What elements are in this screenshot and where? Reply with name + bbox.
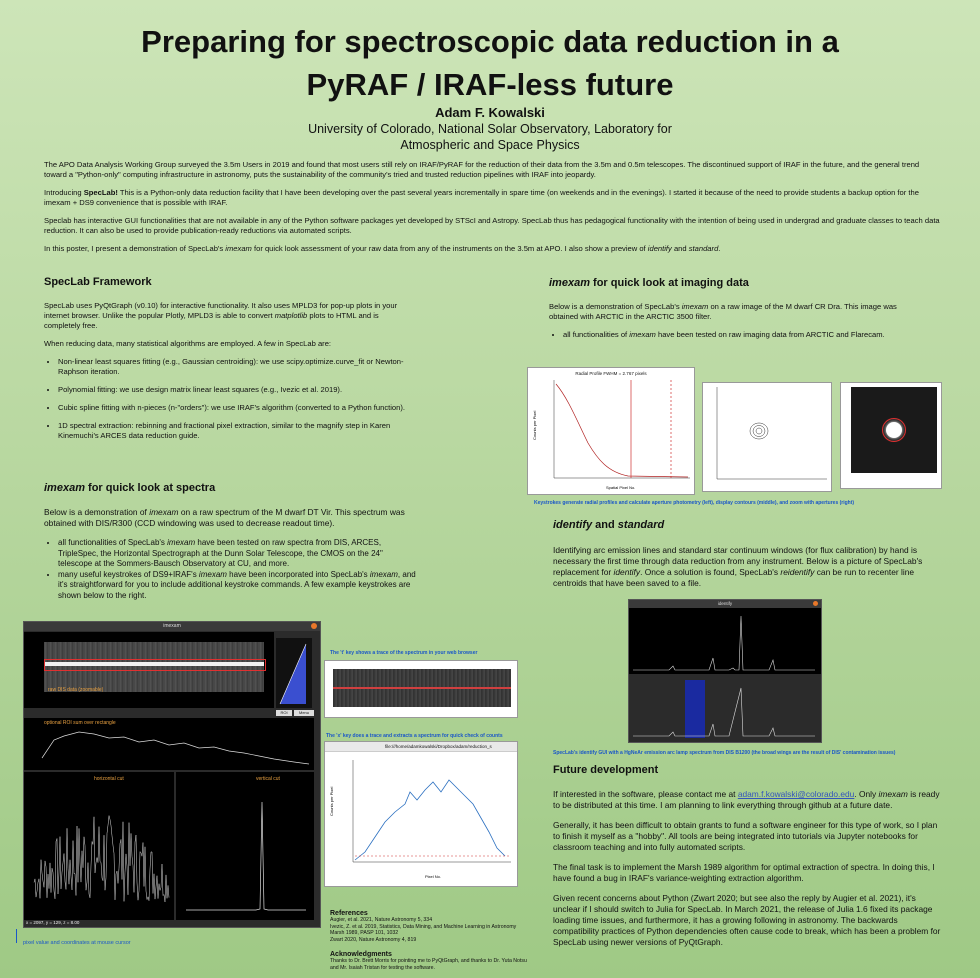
trace-line xyxy=(333,687,511,689)
intro-section xyxy=(44,160,942,262)
imaging-list xyxy=(549,330,921,340)
t-key-screenshot xyxy=(324,660,518,718)
framework-p1-a: SpecLab uses PyQtGraph (v0.10) for interactive functionality. It also uses MPLD3 for pop-up plots in your internet browser. Unlike the popular Plotly, MPLD3 is able to convert xyxy=(44,301,398,320)
list-item xyxy=(563,330,921,340)
spectra-b2-c: have been incorporated into SpecLab's xyxy=(226,569,370,579)
future-p2: Generally, it has been difficult to obtain grants to fund a software engineer for this type of work, so I plan to finish it myself as a "hobby". All tools are being integrated into tutorials via Jupyter notebooks for classroom teaching and into fully automated scripts. xyxy=(553,820,938,852)
intro-p4-g: . xyxy=(718,244,721,253)
reference-item: Marsh 1989, PASP 101, 1032 xyxy=(330,930,399,936)
horizontal-cut-plot xyxy=(24,772,174,920)
future-p1-a: If interested in the software, please contact me at xyxy=(553,789,738,799)
x-key-caption: The 'x' key does a trace and extracts a spectrum for quick check of counts xyxy=(326,733,503,739)
intro-p4-f: standard xyxy=(688,244,719,253)
radial-profile-svg xyxy=(528,368,694,494)
vertical-cut-plot xyxy=(176,772,314,920)
identify-caption: SpecLab's identify GUI with a HgNeAr emission arc lamp spectrum from DIS B1200 (the broad wings are the result of DIS' contamination issues) xyxy=(553,750,896,756)
optional-roi-label: optional ROI sum over rectangle xyxy=(44,720,116,726)
identify-p1 xyxy=(553,545,925,589)
imexam-window-title: imexam xyxy=(163,623,181,629)
list-item xyxy=(58,538,416,570)
identify-p1-a: Identifying arc emission lines and standard star continuum windows (for flux calibration) by hand is necessary the first time through data reduction from any instrument. Below is a picture of SpecLab's replacement for xyxy=(553,545,923,577)
spectra-list xyxy=(44,538,416,601)
histogram-panel xyxy=(276,638,312,708)
acknowledgment-line: and Mr. Isaiah Tristan for testing the software. xyxy=(330,964,435,971)
future-p1-e: is ready to be distributed at this time. I am planning to link everything through github at a future date. xyxy=(553,789,940,810)
imaging-body xyxy=(549,302,921,348)
spectra-b2-b: imexam xyxy=(198,569,227,579)
roi-button[interactable]: ROI xyxy=(276,710,292,716)
imaging-p1 xyxy=(549,302,921,322)
radial-profile-title: Radial Profile FWHM = 2.767 pixels xyxy=(575,371,647,376)
contour-svg xyxy=(703,383,831,491)
vertical-cut-panel xyxy=(176,772,314,920)
spectra-b2-e: , and it's straightforward for you to include additional keystroke commands. A few example keystrokes are shown below to the right. xyxy=(58,569,416,600)
identify-heading xyxy=(553,519,664,531)
spectra-p1-a: Below is a demonstration of xyxy=(44,507,150,517)
future-p1-c: . Only xyxy=(854,789,879,799)
intro-p1: The APO Data Analysis Working Group surveyed the 3.5m Users in 2019 and found that most users still rely on IRAF/PyRAF for the reduction of their data from the 3.5m and 0.5m telescopes. The discontinued support of IRAF in the future, and the general trend toward a "Python-only" computing infrastructure in astronomy, puts the sustainability of the community's tried and trusted reduction pipelines with IRAF into jeopardy. xyxy=(44,160,920,179)
close-icon[interactable] xyxy=(813,601,818,606)
spectra-heading-rest: for quick look at spectra xyxy=(84,482,216,494)
radial-xlabel: Spatial Pixel No. xyxy=(606,485,636,490)
imaging-p1-b: imexam xyxy=(681,302,709,311)
imexam-gui-screenshot xyxy=(23,621,321,928)
radial-ylabel: Counts per Pixel xyxy=(532,410,537,440)
callout-label: pixel value and coordinates at mouse cursor xyxy=(23,940,131,946)
imaging-p1-c: on a raw image of the M dwarf CR Dra. This image was obtained with ARCTIC in the ARCTIC 3500 filter. xyxy=(549,302,897,321)
spectra-p1-c: on a raw spectrum of the M dwarf DT Vir. This spectrum was obtained with DIS/R300 (CCD windowing was used to decrease readout time). xyxy=(44,507,405,528)
affiliation-line-1: University of Colorado, National Solar Observatory, Laboratory for xyxy=(308,122,672,136)
acknowledgment-line: Thanks to Dr. Brett Morris for pointing me to PyQtGraph, and thanks to Dr. Yuta Notsu xyxy=(330,958,527,964)
intro-p4-c: for quick look assessment of your raw data from any of the instruments on the 3.5m at APO. I also show a preview of xyxy=(251,244,648,253)
identify-heading-c: standard xyxy=(617,519,665,531)
identify-arc-plot xyxy=(629,608,821,742)
future-p3: The final task is to implement the Marsh 1989 algorithm for optimal extraction of spectra. In doing this, I have found a bug in IRAF's variance-weighting extraction algorithm. xyxy=(553,862,935,883)
close-icon[interactable] xyxy=(311,623,317,629)
horizontal-cut-label: horizontal cut xyxy=(94,776,124,782)
spectra-p1 xyxy=(44,507,416,529)
intro-p4-d: identify xyxy=(647,244,672,253)
references-heading: References xyxy=(330,910,368,917)
reference-item: Zwart 2020, Nature Astronomy 4, 819 xyxy=(330,936,417,943)
framework-heading: SpecLab Framework xyxy=(44,276,152,288)
aperture-circle xyxy=(882,418,906,442)
future-p1-d: imexam xyxy=(878,789,908,799)
reference-item: Augier, et al. 2021, Nature Astronomy 5, 334 xyxy=(330,917,433,923)
spectra-b1-a: all functionalities of SpecLab's xyxy=(58,538,168,547)
author: Adam F. Kowalski xyxy=(435,105,545,120)
roi-label: raw DIS data (zoomable) xyxy=(48,687,104,693)
future-heading: Future development xyxy=(553,764,659,776)
acknowledgments xyxy=(330,951,530,971)
spectra-b2-d: imexam xyxy=(369,569,398,579)
intro-p4-a: In this poster, I present a demonstration of SpecLab's xyxy=(44,244,226,253)
spectra-body xyxy=(44,507,416,601)
imexam-titlebar xyxy=(24,622,320,631)
roi-rectangle[interactable] xyxy=(44,659,266,671)
roi-sum-plot xyxy=(24,718,314,770)
contour-plot xyxy=(702,382,832,492)
spectra-p1-b: imexam xyxy=(149,507,179,517)
vertical-cut-label: vertical cut xyxy=(256,776,280,782)
raw-image-panel[interactable] xyxy=(24,632,274,708)
identify-heading-b: and xyxy=(592,519,618,531)
title-line-2: PyRAF / IRAF-less future xyxy=(306,67,674,102)
framework-p1 xyxy=(44,301,414,331)
browser-url-bar[interactable]: file:///home/adamkowalski/Dropbox/adam/reduction_s xyxy=(325,742,517,752)
identify-titlebar xyxy=(629,600,821,608)
identify-p1-b: identify xyxy=(613,567,641,577)
spectra-heading xyxy=(44,482,215,494)
imaging-p1-a: Below is a demonstration of SpecLab's xyxy=(549,302,682,311)
spectra-heading-imexam: imexam xyxy=(44,482,85,494)
x-key-xlabel: Pixel No. xyxy=(425,874,442,879)
identify-p1-e: can be run to recenter line centroids that have been saved to a file. xyxy=(553,567,915,588)
list-item xyxy=(58,570,416,602)
spectra-b2-a: many useful keystrokes of DS9+IRAF's xyxy=(58,569,199,579)
imaging-b1-a: all functionalities of xyxy=(563,330,630,339)
identify-window-title: identify xyxy=(717,601,733,606)
intro-p2-rest: This is a Python-only data reduction facility that I have been developing over the past several years incrementally in spare time (on weekends and in the evenings). I started it because of the need to provide students a backup option for the imexam + DS9 convenience that is possible with IRAF. xyxy=(44,188,919,207)
histogram-svg xyxy=(276,638,312,708)
acknowledgments-heading: Acknowledgments xyxy=(330,951,392,958)
imaging-b1-b: imexam xyxy=(629,330,656,339)
zoom-aperture-panel xyxy=(840,382,942,489)
affiliation xyxy=(0,121,980,153)
imaging-heading-rest: for quick look at imaging data xyxy=(589,277,749,289)
menu-button[interactable]: Menu xyxy=(294,710,314,716)
email-link[interactable]: adam.f.kowalski@colorado.edu xyxy=(737,789,855,799)
identify-heading-a: identify xyxy=(553,519,593,531)
poster-title xyxy=(0,20,980,106)
roi-sum-panel xyxy=(24,718,314,770)
radial-profile-plot xyxy=(527,367,695,495)
intro-p3: Speclab has interactive GUI functionalities that are not available in any of the Python software packages yet developed by STScI and Astropy. SpecLab thus has pedagogical functionality with the intention of being used in undergrad and graduate classes to teach data reduction. It can also be used to provide publication-ready reductions via automated scripts. xyxy=(44,216,940,235)
cursor-status: x = 2097, y = 129, z = 8.00 xyxy=(26,920,80,925)
spectra-b1-c: have been tested on raw spectra from DIS, ARCES, TripleSpec, the Horizontal Spectrograph at the Dunn Solar Telescope, the CMOS on the 24" telescope at the Sommers-Bausch Observatory at CU, and more. xyxy=(58,538,383,568)
zoom-image xyxy=(851,387,937,473)
imaging-heading-imexam: imexam xyxy=(549,277,590,289)
list-item: • Polynomial fitting: we use design matrix linear least squares (e.g., Ivezic et al. 2019). xyxy=(58,385,414,395)
imaging-caption: Keystrokes generate radial profiles and calculate aperture photometry (left), display contours (middle), and zoom with apertures (right) xyxy=(534,500,855,506)
affiliation-line-2: Atmospheric and Space Physics xyxy=(400,138,580,152)
future-p1 xyxy=(553,789,943,811)
framework-p1-c: plots to HTML and is completely free. xyxy=(44,311,379,330)
spectra-b1-b: imexam xyxy=(167,538,196,547)
identify-body xyxy=(553,545,925,598)
framework-p2: When reducing data, many statistical algorithms are employed. A few in SpecLab are: xyxy=(44,339,332,348)
framework-list xyxy=(44,357,414,441)
identify-p1-d: reidentify xyxy=(780,567,815,577)
x-key-ylabel: Counts per Pixel xyxy=(329,786,334,816)
intro-p2-text: Introducing xyxy=(44,188,84,197)
list-item: • 1D spectral extraction: rebinning and fractional pixel extraction, similar to the magnify step in Karen Kinemuchi's ARCES data reduction guide. xyxy=(58,421,414,441)
speclab-name: SpecLab! xyxy=(83,188,118,197)
intro-p4 xyxy=(44,244,942,254)
list-item: • Cubic spline fitting with n-pieces (n-"orders"): we use IRAF's algorithm (converted to a Python function). xyxy=(58,403,414,413)
list-item: • Non-linear least squares fitting (e.g., Gaussian centroiding): we use scipy.optimize.curve_fit or Newton-Raphson iteration. xyxy=(58,357,414,377)
identify-p1-c: . Once a solution is found, SpecLab's xyxy=(640,567,781,577)
reference-item: Ivezic, Z. et al. 2019, Statistics, Data Mining, and Machine Learning in Astronomy xyxy=(330,923,517,930)
horizontal-cut-panel xyxy=(24,772,174,920)
t-key-caption: The 't' key shows a trace of the spectrum in your web browser xyxy=(330,650,478,656)
x-key-spectrum-plot xyxy=(325,752,517,886)
future-body xyxy=(553,789,943,957)
intro-p4-b: imexam xyxy=(225,244,252,253)
imaging-b1-c: have been tested on raw imaging data from ARCTIC and Flarecam. xyxy=(655,330,885,339)
framework-body xyxy=(44,301,414,449)
x-key-screenshot xyxy=(324,741,518,887)
references xyxy=(330,910,530,943)
imaging-heading xyxy=(549,277,749,289)
intro-p4-e: and xyxy=(671,244,689,253)
framework-p1-b: matplotlib xyxy=(274,311,308,320)
callout-line xyxy=(16,929,17,943)
title-line-1: Preparing for spectroscopic data reduction in a xyxy=(141,24,839,59)
identify-gui-screenshot xyxy=(628,599,822,743)
horizontal-cut-trace xyxy=(34,816,169,902)
future-p4: Given recent concerns about Python (Zwart 2020; but see also the reply by Augier et al. 2021), it's unclear if I should switch to Julia for SpecLab. In March 2021, the release of Julia 1.6 fixed its package loading time issues, and furthermore, it has a growing following in astronomy. The backwards compatibility practices of Python dependencies often cause code to break, which has been a problem for SpecLab using newer versions of PyQtGraph. xyxy=(553,893,941,947)
intro-p2 xyxy=(44,188,942,208)
